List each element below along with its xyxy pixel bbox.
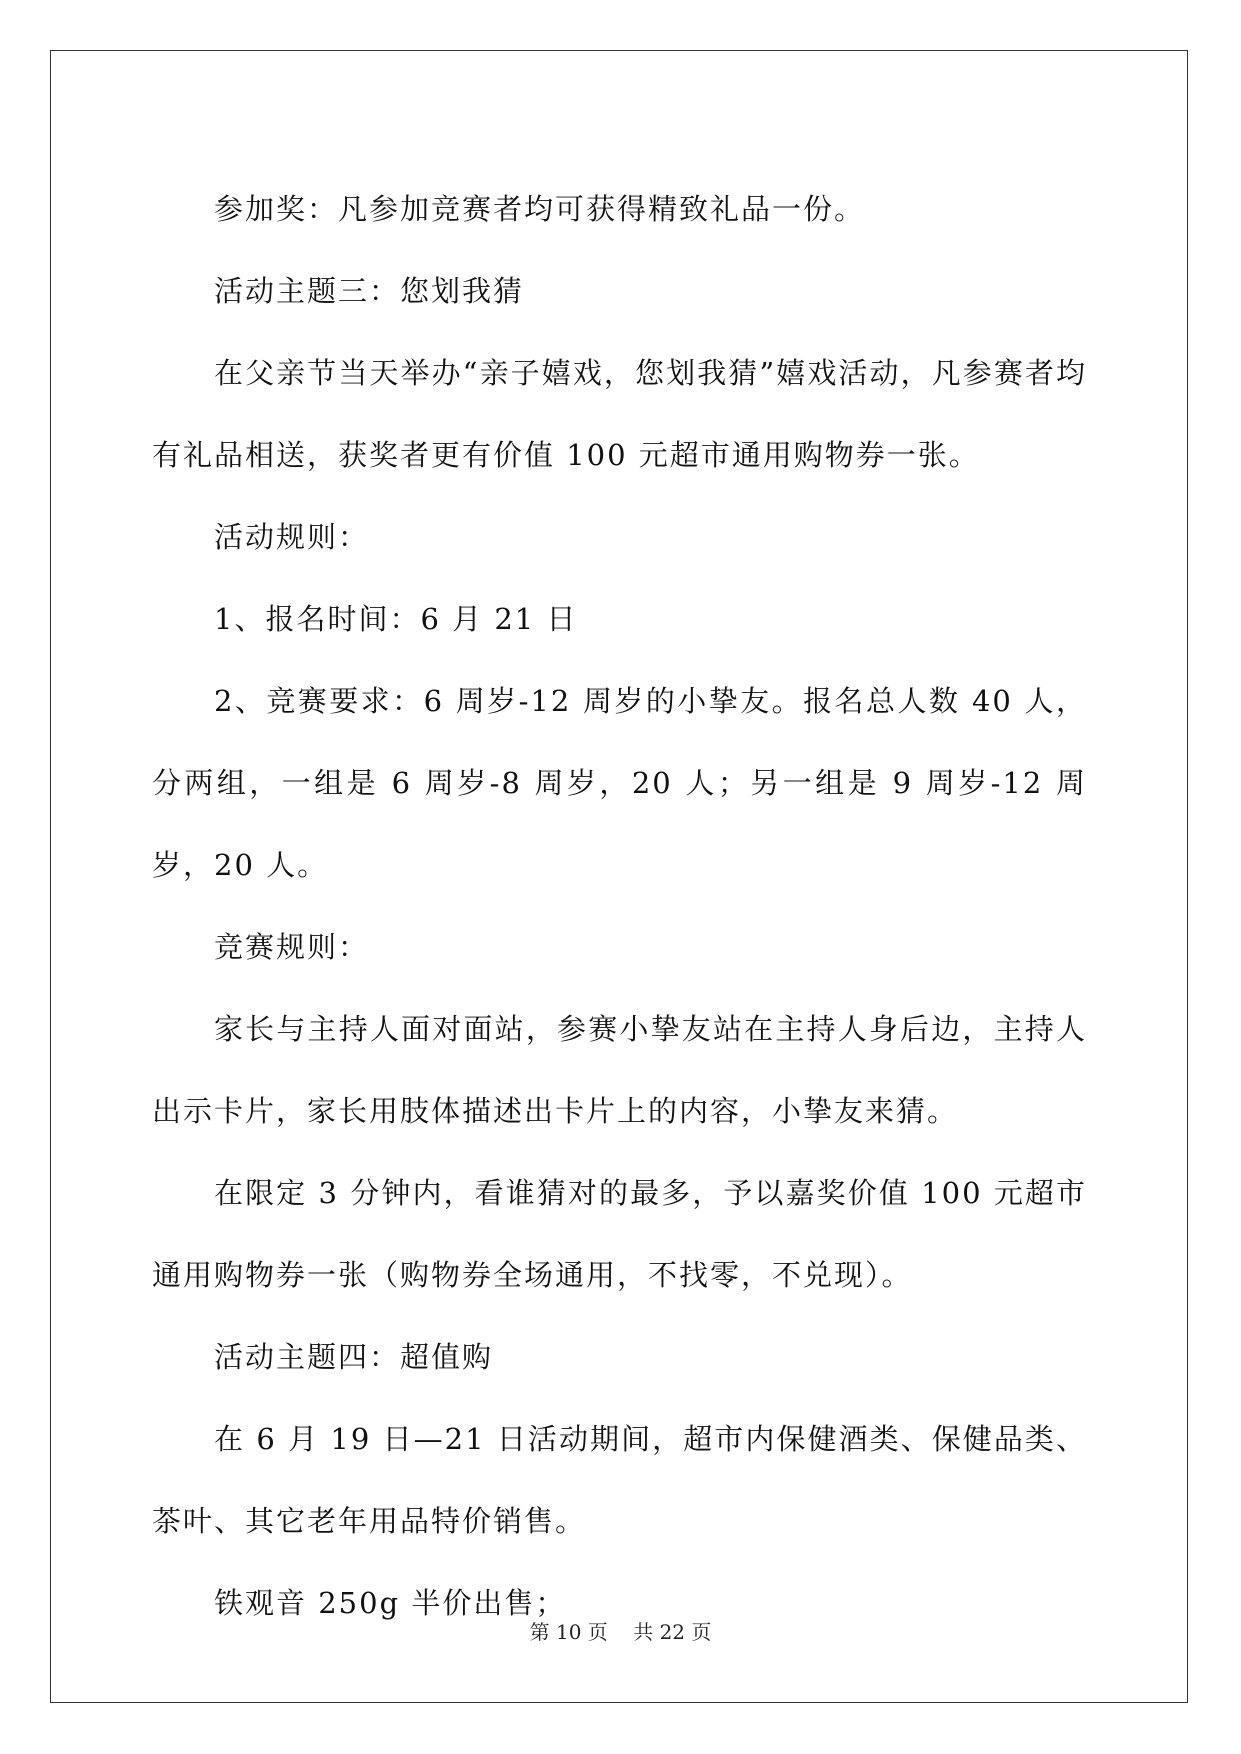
paragraph: 活动规则：: [214, 520, 370, 554]
paragraph: 参加奖：凡参加竞赛者均可获得精致礼品一份。: [214, 192, 866, 226]
paragraph: 活动主题三：您划我猜: [214, 274, 525, 308]
page-number: 第 10 页: [529, 1620, 608, 1644]
paragraph: 在父亲节当天举办“亲子嬉戏，您划我猜”嬉戏活动，凡参赛者均有礼品相送，获奖者更有价值 100 元超市通用购物券一张。: [152, 356, 1087, 472]
paragraph: 铁观音 250g 半价出售；: [214, 1586, 567, 1620]
paragraph: 在 6 月 19 日—21 日活动期间，超市内保健酒类、保健品类、茶叶、其它老年用品特价销售。: [152, 1422, 1087, 1538]
paragraph: 家长与主持人面对面站，参赛小挚友站在主持人身后边，主持人出示卡片，家长用肢体描述出卡片上的内容，小挚友来猜。: [152, 1012, 1087, 1128]
paragraph: 2、竞赛要求：6 周岁-12 周岁的小挚友。报名总人数 40 人，分两组，一组是 6 周岁-8 周岁，20 人；另一组是 9 周岁-12 周岁，20 人。: [152, 684, 1087, 882]
page-total: 共 22 页: [633, 1620, 712, 1644]
paragraph: 竞赛规则：: [214, 930, 370, 964]
page-footer: [0, 1620, 1241, 1644]
paragraph: 在限定 3 分钟内，看谁猜对的最多，予以嘉奖价值 100 元超市通用购物券一张（购物券全场通用，不找零，不兑现）。: [152, 1176, 1087, 1292]
paragraph: 活动主题四：超值购: [214, 1340, 494, 1374]
paragraph: 1、报名时间：6 月 21 日: [214, 602, 578, 636]
document-body: [152, 168, 1087, 1644]
